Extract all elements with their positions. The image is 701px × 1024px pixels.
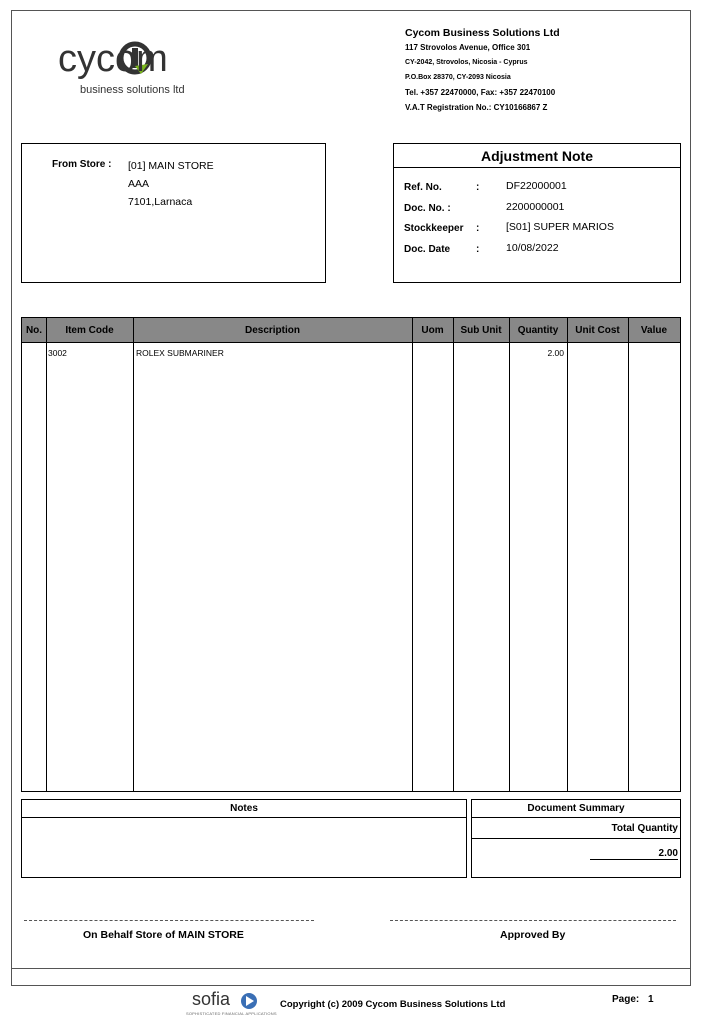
column-header-uom: Uom [421,325,444,336]
column-header-no: No. [25,325,43,336]
doc-no-row [404,201,674,222]
column-header-sub-unit: Sub Unit [460,325,502,336]
column-divider [46,318,47,791]
total-quantity-label: Total Quantity [472,818,680,839]
company-logo [40,36,210,100]
column-divider [567,318,568,791]
notes-title: Notes [22,800,466,818]
page-number-value: 1 [648,994,654,1005]
total-quantity-underline [590,859,678,860]
page-label: Page: [612,994,640,1005]
ref-no-label: Ref. No. [404,182,442,193]
footer-separator [11,968,691,969]
stockkeeper-value: [S01] SUPER MARIOS [506,221,614,233]
logo-wordmark: cycom [58,38,168,80]
cell-item-code: 3002 [48,348,67,358]
column-header-quantity: Quantity [517,325,559,336]
column-divider [509,318,510,791]
from-store-label: From Store : [52,159,112,170]
adjustment-details [404,180,674,262]
column-divider [412,318,413,791]
cell-quantity: 2.00 [547,348,564,358]
column-divider [133,318,134,791]
sofia-logo [184,989,277,1019]
company-vat: V.A.T Registration No.: CY10166867 Z [405,103,548,112]
ref-no-colon: : [476,182,480,193]
from-store-name: [01] MAIN STORE [128,160,214,172]
column-header-value: Value [640,325,668,336]
signature-line-approved [390,920,676,921]
document-summary-title: Document Summary [472,800,680,818]
doc-date-value: 10/08/2022 [506,241,559,254]
sofia-wordmark: sofia [192,989,231,1009]
notes-box [21,799,467,878]
signature-label-store: On Behalf Store of MAIN STORE [83,929,244,941]
ref-no-value: DF22000001 [506,180,567,192]
adjustment-note-title: Adjustment Note [394,144,680,168]
doc-no-label: Doc. No. : [404,202,451,214]
company-name: Cycom Business Solutions Ltd [405,27,560,39]
doc-date-row [404,242,674,263]
doc-date-label: Doc. Date [404,243,451,255]
from-store-lines [128,157,214,211]
column-header-item-code: Item Code [65,325,114,336]
company-po-box: P.O.Box 28370, CY-2093 Nicosia [405,74,511,81]
column-divider [628,318,629,791]
ref-no-row [404,180,674,201]
stockkeeper-colon: : [476,223,480,234]
doc-no-value: 2200000001 [506,200,565,213]
page-number [612,994,654,1005]
copyright-text: Copyright (c) 2009 Cycom Business Solutions Ltd [280,999,506,1010]
document-summary-box [471,799,681,878]
column-header-unit-cost: Unit Cost [575,325,620,336]
from-store-line-2: AAA [128,178,150,190]
from-store-city: 7101,Larnaca [128,196,193,208]
company-address-2: CY-2042, Strovolos, Nicosia - Cyprus [405,59,528,66]
stockkeeper-row [404,221,674,242]
stockkeeper-label: Stockkeeper [404,223,464,234]
column-divider [453,318,454,791]
total-quantity-value: 2.00 [658,848,678,859]
cell-description: ROLEX SUBMARINER [136,348,224,358]
sofia-tagline: SOPHISTICATED FINANCIAL APPLICATIONS [186,1011,277,1016]
doc-date-colon: : [476,243,480,255]
signature-line-store [24,920,314,921]
company-address-1: 117 Strovolos Avenue, Office 301 [405,43,531,52]
items-table [21,317,681,792]
from-store-box [21,143,326,283]
column-header-description: Description [244,325,300,336]
company-phone-fax: Tel. +357 22470000, Fax: +357 22470100 [405,88,556,97]
logo-tagline: business solutions ltd [80,84,185,96]
adjustment-note-box [393,143,681,283]
sofia-arrow-icon [240,992,262,1010]
signature-label-approved: Approved By [500,929,566,941]
company-info [405,26,685,115]
